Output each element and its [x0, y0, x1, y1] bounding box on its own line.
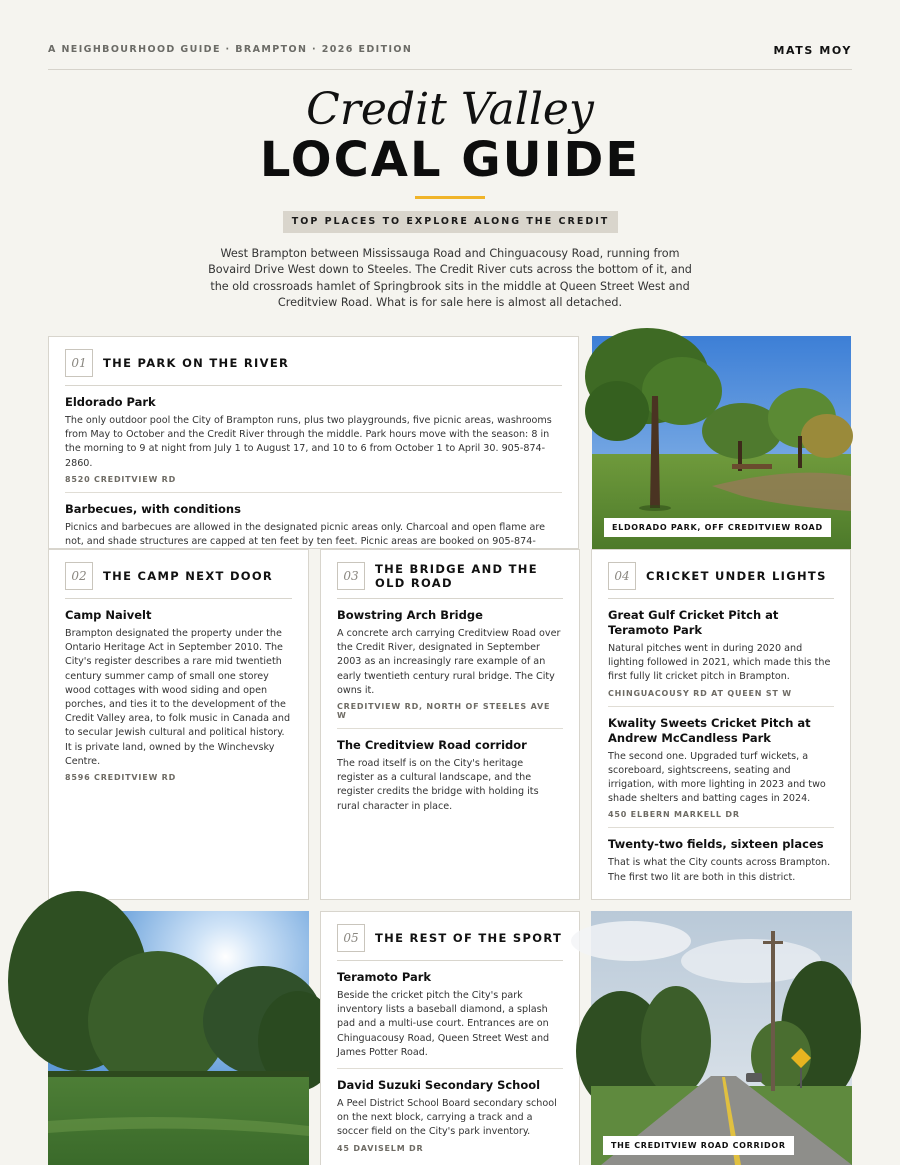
title-script: Credit Valley [306, 84, 594, 135]
author-name: MATS MOY [773, 44, 852, 57]
section-number: 02 [65, 562, 93, 590]
entry-body: The road itself is on the City's heritage register as a cultural landscape, and the register credits the bridge with holding its rural character in place. [337, 758, 539, 812]
list-item [337, 608, 563, 729]
section-title: THE REST OF THE SPORT [375, 931, 563, 945]
entry-address: CHINGUACOUSY RD AT QUEEN ST W [608, 688, 792, 698]
entry-title: Camp Naivelt [65, 608, 152, 622]
list-item [608, 608, 834, 707]
entry-title: Eldorado Park [65, 395, 156, 409]
section-header [65, 562, 292, 599]
photo-caption: ELDORADO PARK, OFF CREDITVIEW ROAD [604, 518, 831, 537]
entry-title: Barbecues, with conditions [65, 501, 241, 516]
entry-body: Picnics and barbecues are allowed in the designated picnic areas only. Charcoal and open flame are not, and shade structures are capped at ten feet by ten feet. Picnic areas are booked on 905-874- [65, 521, 546, 548]
creditview-road-photo [591, 911, 852, 1165]
section-title: CRICKET UNDER LIGHTS [646, 569, 827, 583]
entry-title: The Creditview Road corridor [337, 738, 527, 753]
section-header [337, 562, 563, 599]
accent-divider [415, 196, 485, 199]
entry-address: 45 DAVISELM DR [337, 1143, 424, 1153]
entry-body: A concrete arch carrying Creditview Road over the Credit River, designated in September 2003 as an increasingly rare example of an early twentieth century rural bridge. The City owns it. [337, 628, 561, 696]
entry-title: Kwality Sweets Cricket Pitch at Andrew McCandless Park [608, 715, 811, 745]
entry-address: 8596 CREDITVIEW RD [65, 773, 177, 783]
section-header [337, 924, 563, 961]
intro-paragraph: West Brampton between Mississauga Road and Chinguacousy Road, running from Bovaird Drive West down to Steeles. The Credit River cuts across the bottom of it, and the old crossroads hamlet of Springbrook sits in the middle at Queen Street West and Creditview Road. What is for sale here is almost all detached. [208, 247, 692, 310]
section-title: THE BRIDGE AND THE OLD ROAD [375, 562, 538, 590]
section-card-04 [591, 549, 851, 900]
tagline-badge: TOP PLACES TO EXPLORE ALONG THE CREDIT [283, 211, 618, 233]
section-title: THE PARK ON THE RIVER [103, 356, 290, 370]
entry-address: 450 ELBERN MARKELL DR [608, 810, 740, 820]
entry-title: Great Gulf Cricket Pitch at Teramoto Park [608, 608, 779, 637]
list-item [608, 837, 834, 884]
entry-title: David Suzuki Secondary School [337, 1078, 541, 1093]
entry-body: The only outdoor pool the City of Brampton runs, plus two playgrounds, five picnic areas, washrooms from May to October and the Credit River through the middle. Park hours move with the season: 8 in the morning to 9 at night from July 1 to August 17, and 10 to 6 from October 1 to April 30. 905-874-2860. [65, 415, 552, 469]
page-title: LOCAL GUIDE [259, 132, 641, 188]
list-item [608, 716, 834, 829]
entry-body: That is what the City counts across Brampton. The first two lit are both in this district. [608, 857, 831, 883]
list-item [337, 738, 563, 814]
section-number: 05 [337, 924, 365, 952]
entry-address: CREDITVIEW RD, NORTH OF STEELES AVE W [337, 702, 551, 721]
section-card-03 [320, 549, 580, 900]
woodland-photo [48, 911, 309, 1165]
entry-address: 8520 CREDITVIEW RD [65, 474, 177, 484]
edition-label: A NEIGHBOURHOOD GUIDE · BRAMPTON · 2026 EDITION [48, 44, 413, 55]
top-bar [48, 44, 852, 70]
eldorado-park-photo [592, 336, 851, 549]
entry-title: Bowstring Arch Bridge [337, 608, 483, 622]
section-title: THE CAMP NEXT DOOR [103, 569, 274, 583]
entry-body: The second one. Upgraded turf wickets, a scoreboard, sightscreens, seating and irrigation, with more lighting in 2023 and two shade shelters and batting cages in 2024. [608, 750, 826, 805]
section-card-02 [48, 549, 309, 900]
list-item [65, 608, 292, 782]
entry-body: Beside the cricket pitch the City's park inventory lists a baseball diamond, a splash pad and a multi-use court. Entrances are on Chinguacousy Road, Queen Street West and James Potter Road. [337, 990, 550, 1058]
section-header [65, 349, 562, 386]
section-card-01 [48, 336, 579, 549]
entry-body: A Peel District School Board secondary school on the next block, carrying a track and a soccer field on the City's park inventory. [337, 1098, 557, 1138]
list-item [65, 395, 562, 493]
list-item [337, 970, 563, 1069]
section-number: 04 [608, 562, 636, 590]
photo-caption: THE CREDITVIEW ROAD CORRIDOR [603, 1136, 794, 1155]
entry-title: Teramoto Park [337, 970, 432, 984]
entry-body: Brampton designated the property under the Ontario Heritage Act in September 2010. The City's register describes a rare mid twentieth century summer camp of small one storey wood cottages with wood siding and open porches, and ties it to the development of the Credit Valley area, to folk music in Canada and to secular Jewish cultural and political history. It is private land, owned by the Winchevsky Centre. [65, 628, 291, 767]
list-item [337, 1078, 563, 1153]
section-number: 01 [65, 349, 93, 377]
section-card-05 [320, 911, 580, 1165]
section-header [608, 562, 834, 599]
entry-body: Natural pitches went in during 2020 and lighting followed in 2021, which made this the first fully lit cricket pitch in Brampton. [608, 643, 831, 683]
section-number: 03 [337, 562, 365, 590]
entry-title: Twenty-two fields, sixteen places [608, 837, 824, 852]
